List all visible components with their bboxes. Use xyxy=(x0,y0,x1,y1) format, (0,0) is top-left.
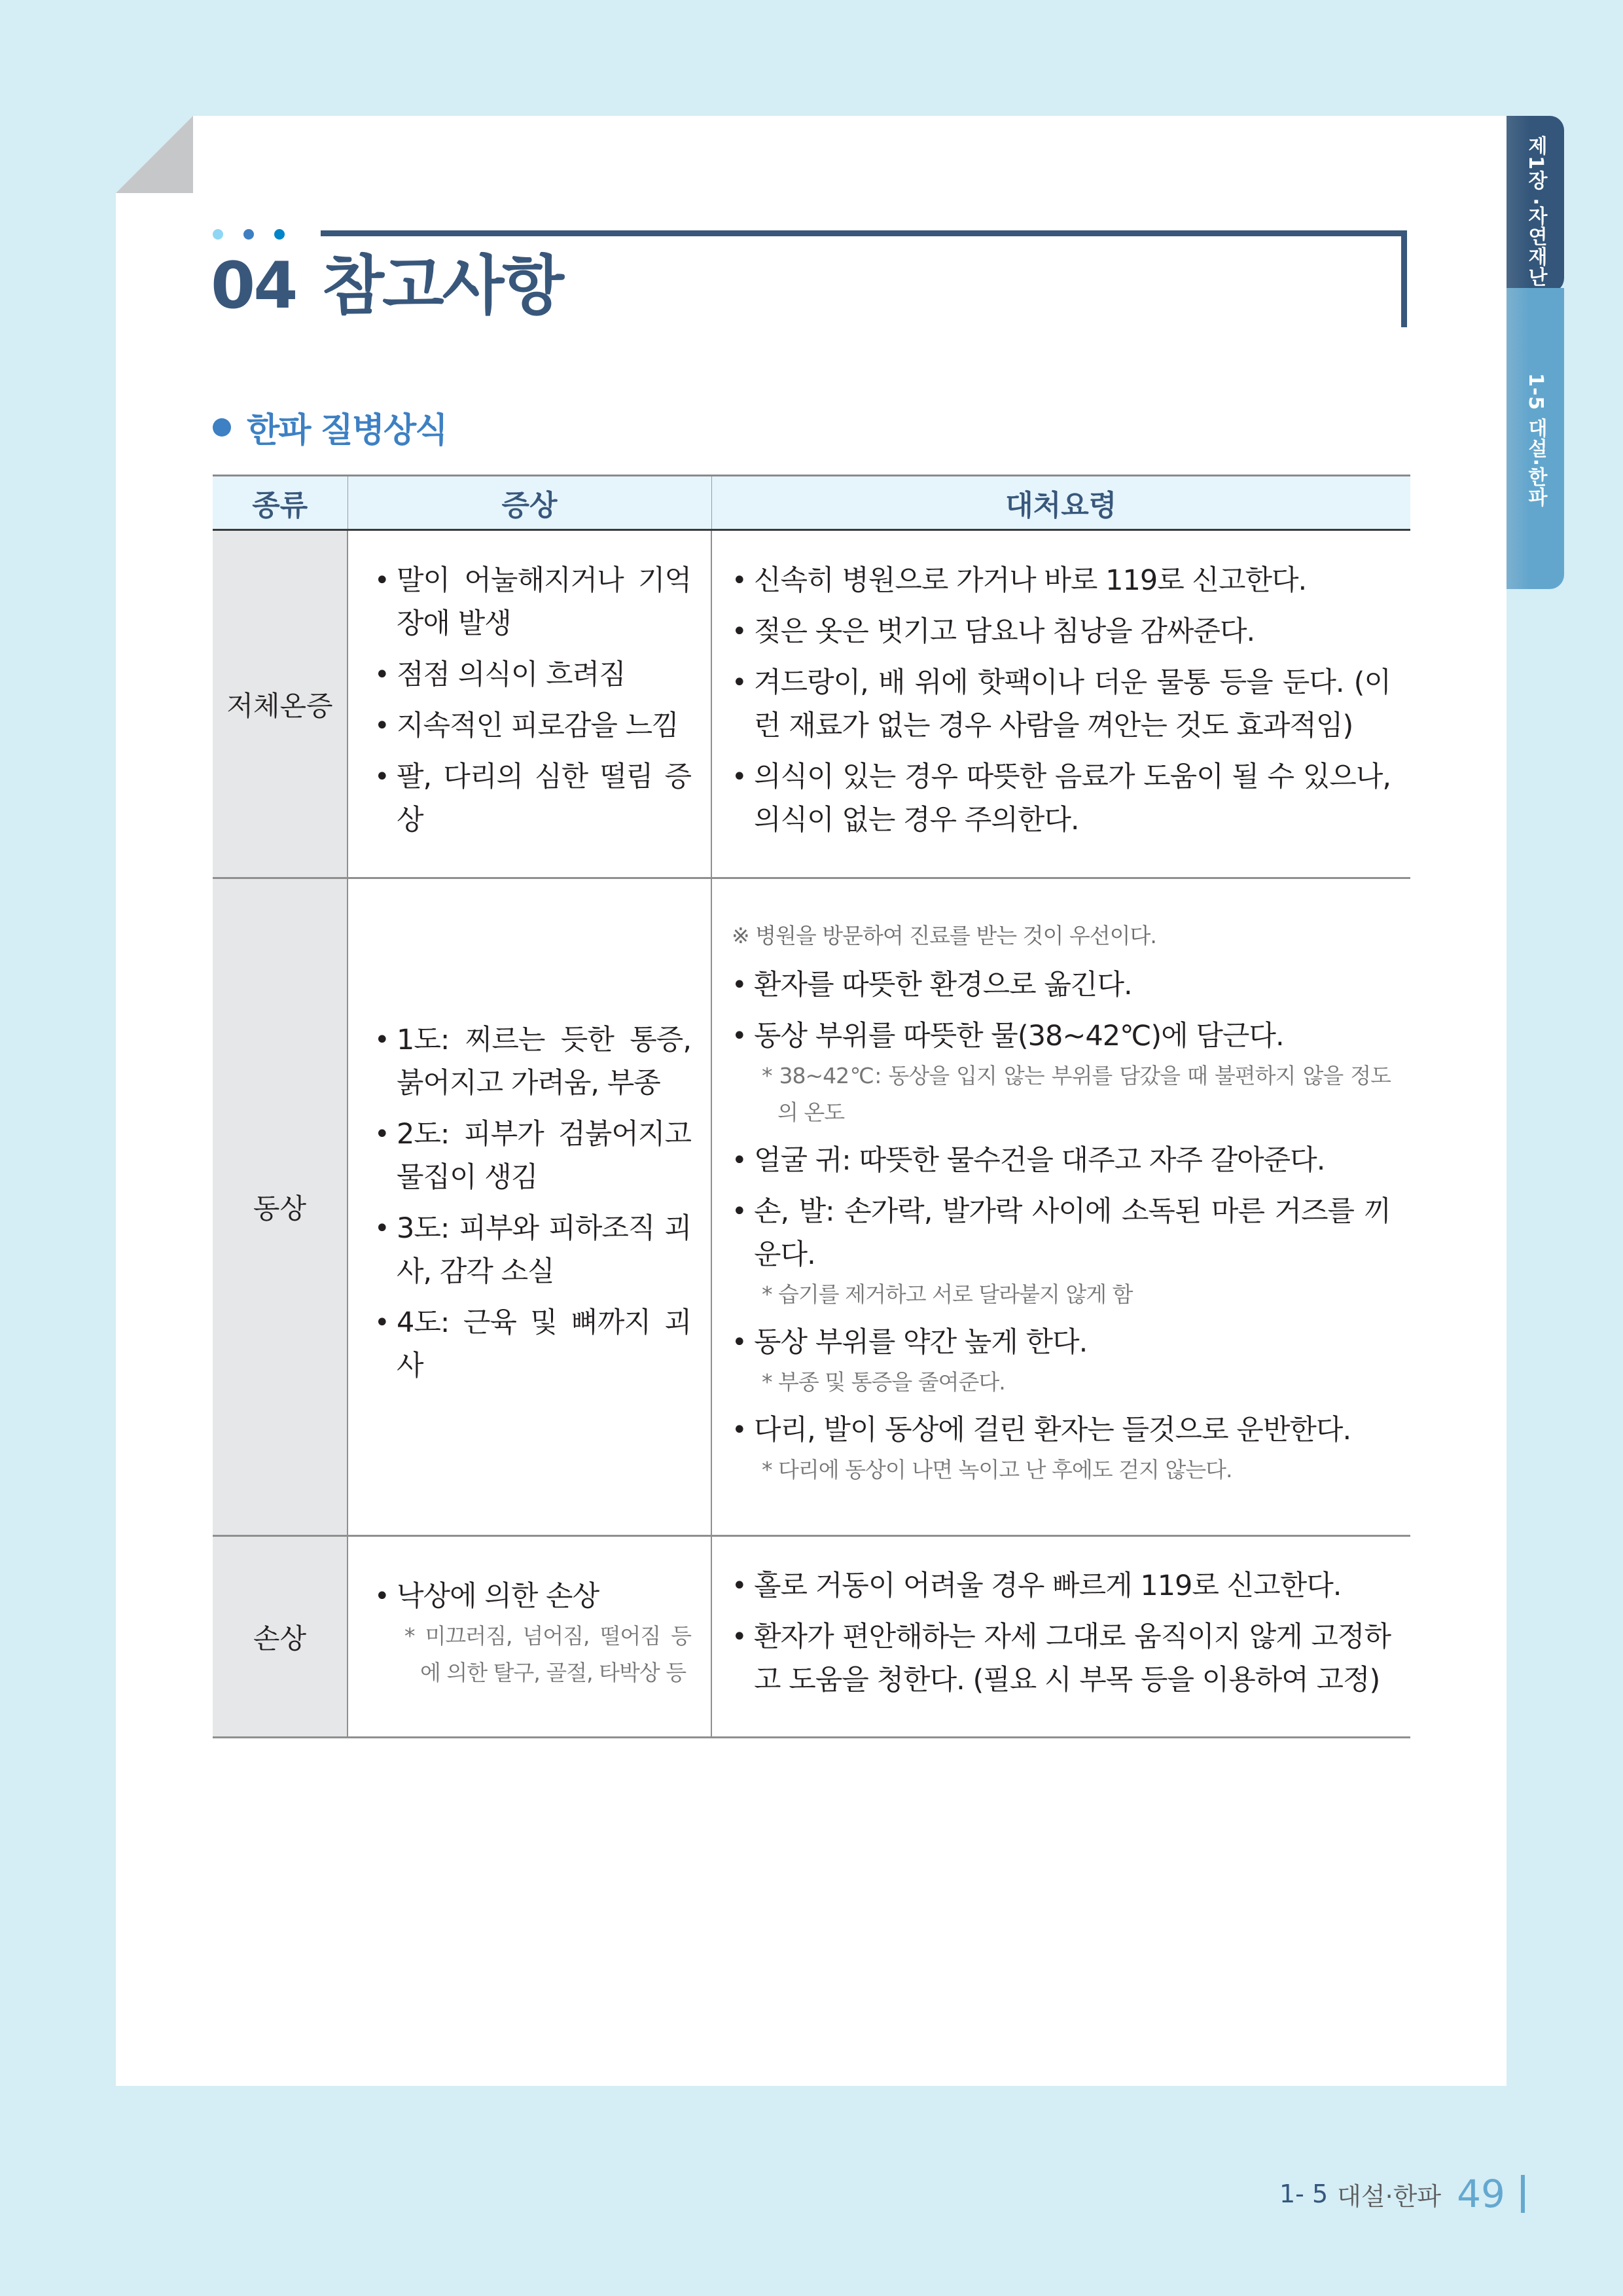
action-item xyxy=(732,1190,1391,1313)
symptoms-cell xyxy=(348,530,711,878)
page-footer xyxy=(1279,2172,1525,2216)
action-note: * 습기를 제거하고 서로 달라붙지 않게 함 xyxy=(762,1282,1133,1307)
action-item xyxy=(732,1014,1391,1131)
action-item xyxy=(732,1139,1391,1182)
action-text: 얼굴 귀: 따뜻한 물수건을 대주고 자주 갈아준다. xyxy=(754,1144,1325,1177)
column-header-actions: 대처요령 xyxy=(711,476,1410,530)
section-heading xyxy=(213,403,447,452)
chapter-number: 04 xyxy=(211,249,296,323)
section-heading-text: 한파 질병상식 xyxy=(247,411,447,450)
symptom-item: • 4도: 근육 및 뼈까지 괴사 xyxy=(374,1301,691,1388)
actions-cell xyxy=(711,1536,1410,1738)
row-kind: 저체온증 xyxy=(213,530,348,878)
chapter-tab[interactable] xyxy=(1507,116,1564,293)
action-text: 동상 부위를 약간 높게 한다. xyxy=(754,1326,1088,1359)
symptom-item: • 말이 어눌해지거나 기억 장애 발생 xyxy=(374,559,691,645)
dot-icon xyxy=(243,229,254,240)
page-number: 49 xyxy=(1457,2172,1505,2216)
row-kind: 동상 xyxy=(213,878,348,1536)
dot-icon xyxy=(274,229,285,240)
symptom-item: • 2도: 피부가 검붉어지고 물집이 생김 xyxy=(374,1113,691,1199)
symptoms-cell xyxy=(348,1536,711,1738)
action-item: • 신속히 병원으로 가거나 바로 119로 신고한다. xyxy=(732,559,1391,602)
table-header-row xyxy=(213,476,1410,530)
section-tab[interactable] xyxy=(1507,288,1564,589)
action-item xyxy=(732,1321,1391,1401)
bullet-icon xyxy=(213,418,231,437)
header-dots xyxy=(213,229,285,240)
chapter-title: 참고사항 xyxy=(322,249,563,323)
symptom-item: • 팔, 다리의 심한 떨림 증상 xyxy=(374,755,691,842)
column-header-symptoms: 증상 xyxy=(348,476,711,530)
action-item: • 의식이 있는 경우 따뜻한 음료가 도움이 될 수 있으나, 의식이 없는 경우 주의한다. xyxy=(732,755,1391,842)
symptom-item: • 1도: 찌르는 듯한 통증, 붉어지고 가려움, 부종 xyxy=(374,1018,691,1105)
action-item xyxy=(732,963,1391,1007)
section-tab-label: 1-5 대설·한파 xyxy=(1524,373,1547,508)
symptom-item: • 점점 의식이 흐려짐 xyxy=(374,653,691,696)
footer-section-name: 대설·한파 xyxy=(1337,2181,1442,2211)
table-row xyxy=(213,1536,1410,1738)
symptom-text: 낙상에 의한 손상 xyxy=(397,1579,599,1613)
cold-illness-table xyxy=(213,475,1410,1738)
action-text: 동상 부위를 따뜻한 물(38~42℃)에 담근다. xyxy=(754,1020,1284,1052)
symptoms-cell xyxy=(348,878,711,1536)
action-note: * 38~42℃: 동상을 입지 않는 부위를 담갔을 때 불편하지 않을 정도의 온도 xyxy=(762,1063,1391,1125)
symptom-item: • 3도: 피부와 피하조직 괴사, 감각 소실 xyxy=(374,1207,691,1293)
action-item: • 젖은 옷은 벗기고 담요나 침낭을 감싸준다. xyxy=(732,610,1391,653)
action-item: • 겨드랑이, 배 위에 핫팩이나 더운 물통 등을 둔다. (이런 재료가 없는 경우 사람을 껴안는 것도 효과적임) xyxy=(732,661,1391,747)
action-text: 손, 발: 손가락, 발가락 사이에 소독된 마른 거즈를 끼운다. xyxy=(754,1195,1391,1271)
dot-icon xyxy=(213,229,223,240)
row-kind: 손상 xyxy=(213,1536,348,1738)
footer-section-number: 1- 5 xyxy=(1279,2179,1329,2208)
action-note: * 부종 및 통증을 줄여준다. xyxy=(762,1369,1005,1395)
footer-bar xyxy=(1521,2175,1525,2213)
actions-cell xyxy=(711,530,1410,878)
action-text: 환자를 따뜻한 환경으로 옮긴다. xyxy=(754,969,1132,1001)
column-header-kind: 종류 xyxy=(213,476,348,530)
action-item: • 홀로 거동이 어려울 경우 빠르게 119로 신고한다. xyxy=(732,1564,1391,1607)
symptom-item: • 지속적인 피로감을 느낌 xyxy=(374,704,691,747)
table-row xyxy=(213,878,1410,1536)
reference-note: ※ 병원을 방문하여 진료를 받는 것이 우선이다. xyxy=(732,923,1156,948)
symptom-note: * 미끄러짐, 넘어짐, 떨어짐 등에 의한 탈구, 골절, 타박상 등 xyxy=(404,1623,691,1685)
page-title xyxy=(211,249,563,323)
chapter-tab-label: 제1장 ·자연재난 xyxy=(1524,135,1547,287)
action-note: * 다리에 동상이 나면 녹이고 난 후에도 걷지 않는다. xyxy=(762,1457,1232,1482)
action-item: • 환자가 편안해하는 자세 그대로 움직이지 않게 고정하고 도움을 청한다. (필요 시 부목 등을 이용하여 고정) xyxy=(732,1615,1391,1702)
symptom-item xyxy=(374,1575,691,1691)
table-row xyxy=(213,530,1410,878)
action-item xyxy=(732,1408,1391,1488)
action-text: 다리, 발이 동상에 걸린 환자는 들것으로 운반한다. xyxy=(754,1414,1351,1446)
actions-cell xyxy=(711,878,1410,1536)
page-corner-fold xyxy=(116,116,193,193)
